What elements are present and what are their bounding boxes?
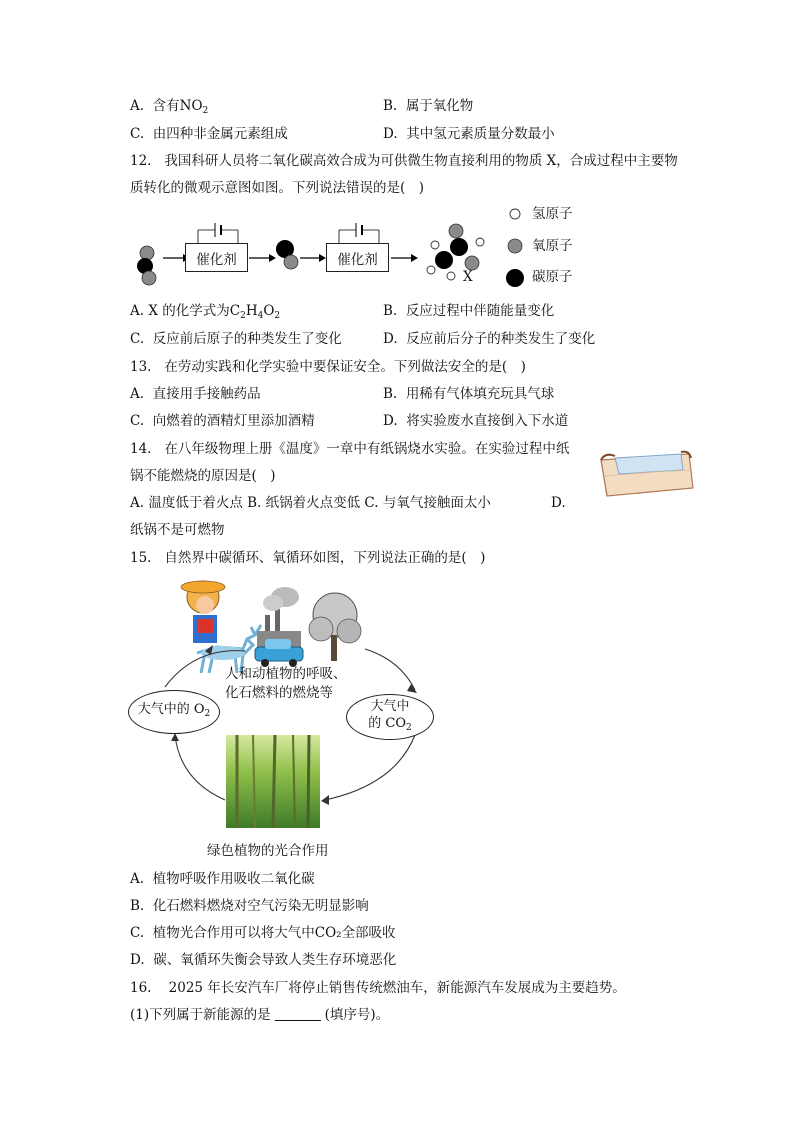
- q11-option-a: A. 含有$NO_2$: [130, 98, 209, 116]
- q12-stem-line1: 12. 我国科研人员将二氧化碳高效合成为可供微生物直接利用的物质 X，合成过程中主要物: [130, 153, 678, 169]
- q12-option-a: A. X 的化学式为$C_2H_4O_2$: [130, 303, 281, 321]
- q15-option-d: D. 碳、氧循环失衡会导致人类生存环境恶化: [130, 952, 397, 968]
- q14-option-d-letter: D.: [551, 495, 566, 511]
- q13-option-c: C. 向燃着的酒精灯里添加酒精: [130, 413, 315, 429]
- q12-option-b: B. 反应过程中伴随能量变化: [383, 303, 555, 319]
- q16-stem: 16. 2025 年长安汽车厂将停止销售传统燃油车，新能源汽车发展成为主要趋势。: [130, 980, 626, 996]
- q11-option-d: D. 其中氢元素质量分数最小: [383, 126, 555, 142]
- q12-option-c: C. 反应前后原子的种类发生了变化: [130, 331, 342, 347]
- q14-stem-line2: 锅不能燃烧的原因是( ): [130, 468, 276, 484]
- q14-stem-line1: 14. 在八年级物理上册《温度》一章中有纸锅烧水实验。在实验过程中纸: [130, 441, 570, 457]
- q12-option-d: D. 反应前后分子的种类发生了变化: [383, 331, 596, 347]
- catalyst-box-2: 催化剂: [326, 243, 389, 272]
- q16-part1: (1)下列属于新能源的是 (填序号)。: [130, 1007, 390, 1023]
- q15-option-a: A. 植物呼吸作用吸收二氧化碳: [130, 871, 315, 887]
- q14-option-d-text: 纸锅不是可燃物: [130, 522, 225, 538]
- atmosphere-co2-ellipse: 大气中 的 $CO_2$: [346, 694, 434, 740]
- catalyst-box-1: 催化剂: [185, 243, 248, 272]
- photosynthesis-label: 绿色植物的光合作用: [207, 843, 329, 859]
- q15-option-c: C. 植物光合作用可以将大气中CO₂全部吸收: [130, 925, 396, 941]
- q15-option-b: B. 化石燃料燃烧对空气污染无明显影响: [130, 898, 369, 914]
- atmosphere-o2-ellipse: 大气中的 $O_2$: [128, 690, 220, 734]
- respiration-label-line1: 人和动植物的呼吸、: [225, 666, 347, 682]
- q13-option-d: D. 将实验废水直接倒入下水道: [383, 413, 569, 429]
- answer-blank[interactable]: [275, 1008, 321, 1021]
- product-x-label: X: [463, 269, 473, 285]
- q11-option-c: C. 由四种非金属元素组成: [130, 126, 288, 142]
- q11-option-b: B. 属于氧化物: [383, 98, 474, 114]
- q12-stem-line2: 质转化的微观示意图如图。下列说法错误的是( ): [130, 180, 425, 196]
- q13-option-a: A. 直接用手接触药品: [130, 386, 261, 402]
- q13-stem: 13. 在劳动实践和化学实验中要保证安全。下列做法安全的是( ): [130, 359, 526, 375]
- q14-options-abc: A. 温度低于着火点 B. 纸锅着火点变低 C. 与氧气接触面太小: [130, 495, 491, 511]
- q15-stem: 15. 自然界中碳循环、氧循环如图，下列说法正确的是( ): [130, 550, 486, 566]
- q13-option-b: B. 用稀有气体填充玩具气球: [383, 386, 555, 402]
- legend-carbon-label: 碳原子: [532, 269, 573, 285]
- paper-pot-illustration: [597, 448, 697, 503]
- respiration-label-line2: 化石燃料的燃烧等: [225, 685, 333, 701]
- legend-oxygen-label: 氧原子: [532, 238, 573, 254]
- legend-hydrogen-label: 氢原子: [532, 206, 573, 222]
